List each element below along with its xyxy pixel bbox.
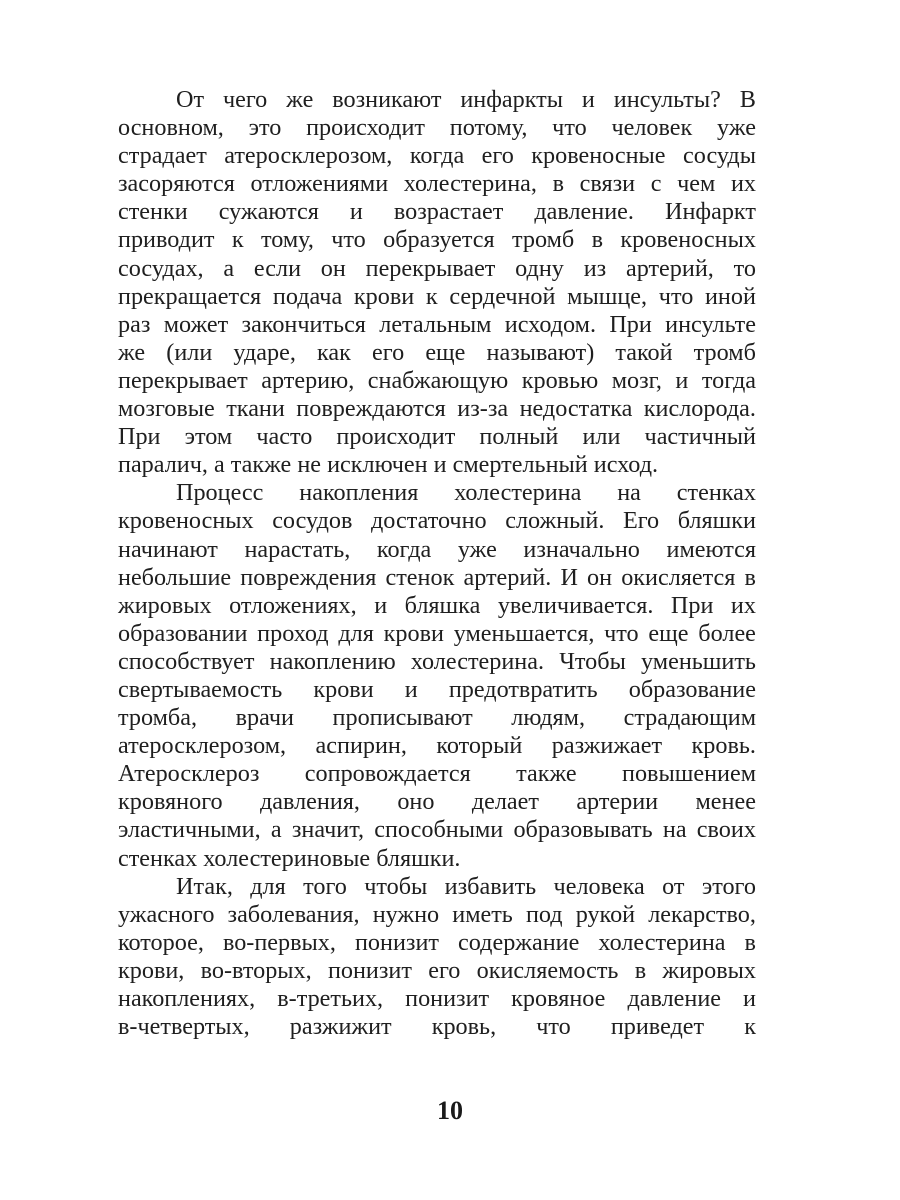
text-line: страдает атеросклерозом, когда его кровеносные сосуды <box>118 142 756 170</box>
text-line: Процесс накопления холестерина на стенках <box>176 479 756 507</box>
text-line: кровяного давления, оно делает артерии менее <box>118 788 756 816</box>
text-line: основном, это происходит потому, что человек уже <box>118 114 756 142</box>
text-line: кровеносных сосудов достаточно сложный. Его бляшки <box>118 507 756 535</box>
paragraph <box>118 479 756 872</box>
text-line: накоплениях, в-третьих, понизит кровяное давление и <box>118 985 756 1012</box>
text-line: стенки сужаются и возрастает давление. Инфаркт <box>118 198 756 226</box>
text-line: Итак, для того чтобы избавить человека от этого <box>176 872 756 900</box>
page-number: 10 <box>437 1096 463 1125</box>
text-line: которое, во-первых, понизит содержание холестерина в <box>118 928 756 956</box>
text-line: ужасного заболевания, нужно иметь под рукой лекарство, <box>118 900 756 928</box>
text-line: При этом часто происходит полный или частичный <box>118 423 756 451</box>
text-line: стенках холестериновые бляшки. <box>118 844 461 872</box>
text-line: крови, во-вторых, понизит его окисляемость в жировых <box>118 956 756 984</box>
paragraph <box>118 86 756 479</box>
body-text <box>118 86 756 1041</box>
text-line: образовании проход для крови уменьшается, что еще более <box>118 619 756 647</box>
text-line: паралич, а также не исключен и смертельный исход. <box>118 451 659 479</box>
text-line: свертываемость крови и предотвратить образование <box>118 675 756 703</box>
text-line: жировых отложениях, и бляшка увеличивается. При их <box>118 591 756 619</box>
text-line: атеросклерозом, аспирин, который разжижает кровь. <box>118 732 756 760</box>
text-line: начинают нарастать, когда уже изначально имеются <box>118 535 756 563</box>
text-line: перекрывает артерию, снабжающую кровью мозг, и тогда <box>118 366 756 394</box>
text-line: способствует накоплению холестерина. Чтобы уменьшить <box>118 647 756 675</box>
paragraph <box>118 873 756 1042</box>
text-line: в-четвертых, разжижит кровь, что приведет к <box>118 1013 756 1041</box>
text-line: Атеросклероз сопровождается также повышением <box>118 760 756 788</box>
text-line: же (или ударе, как его еще называют) такой тромб <box>118 338 756 366</box>
text-line: От чего же возникают инфаркты и инсульты? В <box>176 86 756 113</box>
text-line: приводит к тому, что образуется тромб в кровеносных <box>118 226 756 254</box>
text-line: сосудах, а если он перекрывает одну из артерий, то <box>118 254 756 282</box>
text-line: мозговые ткани повреждаются из-за недостатка кислорода. <box>118 395 756 423</box>
text-line: засоряются отложениями холестерина, в связи с чем их <box>118 170 756 198</box>
text-line: раз может закончиться летальным исходом. При инсульте <box>118 310 756 338</box>
text-line: небольшие повреждения стенок артерий. И он окисляется в <box>118 563 756 591</box>
text-line: тромба, врачи прописывают людям, страдающим <box>118 704 756 732</box>
text-line: эластичными, а значит, способными образовывать на своих <box>118 816 756 844</box>
text-line: прекращается подача крови к сердечной мышце, что иной <box>118 282 756 310</box>
